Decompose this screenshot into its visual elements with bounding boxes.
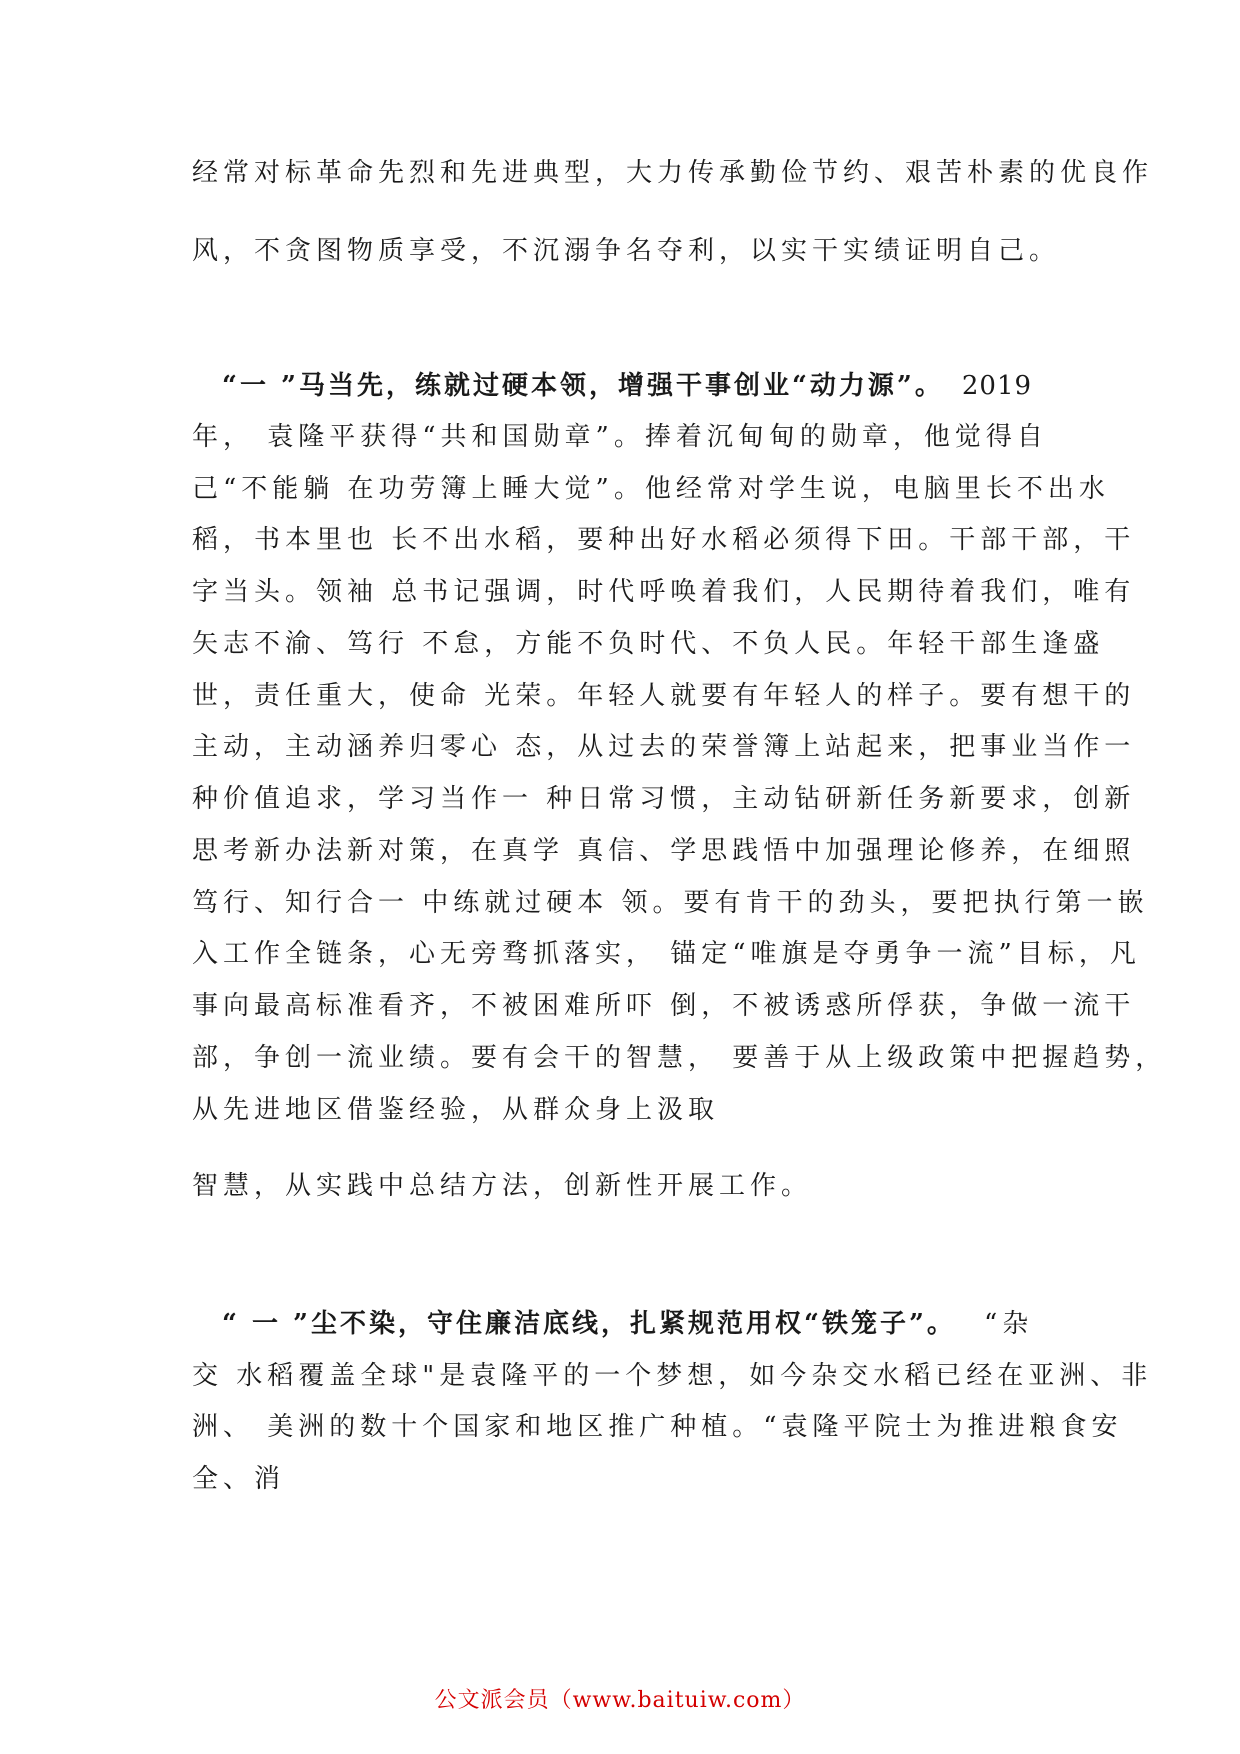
section2-heading: “ 一 ”尘不染，守住廉洁底线，扎紧规范用权“铁笼子”。 [222, 1309, 956, 1339]
section2-heading-tail: “杂 [983, 1309, 1034, 1339]
section2-line-3: 全、消 [192, 1464, 286, 1494]
section1-heading-line [222, 373, 1032, 399]
section1-line-3: 稻，书本里也 长不出水稻，要种出好水稻必须得下田。干部干部，干 [192, 525, 1136, 555]
section1-line-8: 种价值追求，学习当作一 种日常习惯，主动钻研新任务新要求，创新 [192, 784, 1136, 814]
intro-line-2: 风，不贪图物质享受，不沉溺争名夺利，以实干实绩证明自己。 [192, 236, 1061, 266]
section1-line-12: 事向最高标准看齐，不被困难所吓 倒，不被诱惑所俘获，争做一流干 [192, 991, 1136, 1021]
section1-line-14: 从先进地区借鉴经验，从群众身上汲取 [192, 1095, 720, 1125]
section2-line-2: 洲、 美洲的数十个国家和地区推广种植。“袁隆平院士为推进粮食安 [192, 1412, 1123, 1442]
section1-line-1: 年， 袁隆平获得“共和国勋章”。捧着沉甸甸的勋章，他觉得自 [192, 422, 1048, 452]
intro-line-1: 经常对标革命先烈和先进典型，大力传承勤俭节约、艰苦朴素的优良作 [192, 158, 1154, 188]
footer-watermark-link[interactable]: 公文派会员（www.baituiw.com） [434, 1688, 806, 1713]
section1-line-13: 部，争创一流业绩。要有会干的智慧， 要善于从上级政策中把握趋势， [192, 1043, 1167, 1073]
section1-line-11: 入工作全链条，心无旁骛抓落实， 锚定“唯旗是夺勇争一流”目标，凡 [192, 939, 1141, 969]
section1-line-9: 思考新办法新对策，在真学 真信、学思践悟中加强理论修养，在细照 [192, 836, 1136, 866]
section1-line-2: 己“不能躺 在功劳簿上睡大觉”。他经常对学生说，电脑里长不出水 [192, 474, 1110, 504]
section1-line-4: 字当头。领袖 总书记强调，时代呼唤着我们，人民期待着我们，唯有 [192, 577, 1136, 607]
section1-line-7: 主动，主动涵养归零心 态，从过去的荣誉簿上站起来，把事业当作一 [192, 732, 1136, 762]
section1-heading: “一 ”马当先，练就过硬本领，增强干事创业“动力源”。 [222, 371, 944, 401]
section2-line-1: 交 水稻覆盖全球"是袁隆平的一个梦想，如今杂交水稻已经在亚洲、非 [192, 1361, 1153, 1391]
section1-line-6: 世，责任重大，使命 光荣。年轻人就要有年轻人的样子。要有想干的 [192, 681, 1136, 711]
section1-line-5: 矢志不渝、笃行 不怠，方能不负时代、不负人民。年轻干部生逢盛 [192, 629, 1105, 659]
section2-heading-line [222, 1311, 1033, 1337]
section1-closing-line: 智慧，从实践中总结方法，创新性开展工作。 [192, 1171, 813, 1201]
section1-heading-year: 2019 [961, 371, 1033, 401]
section1-line-10: 笃行、知行合一 中练就过硬本 领。要有肯干的劲头，要把执行第一嵌 [192, 888, 1149, 918]
